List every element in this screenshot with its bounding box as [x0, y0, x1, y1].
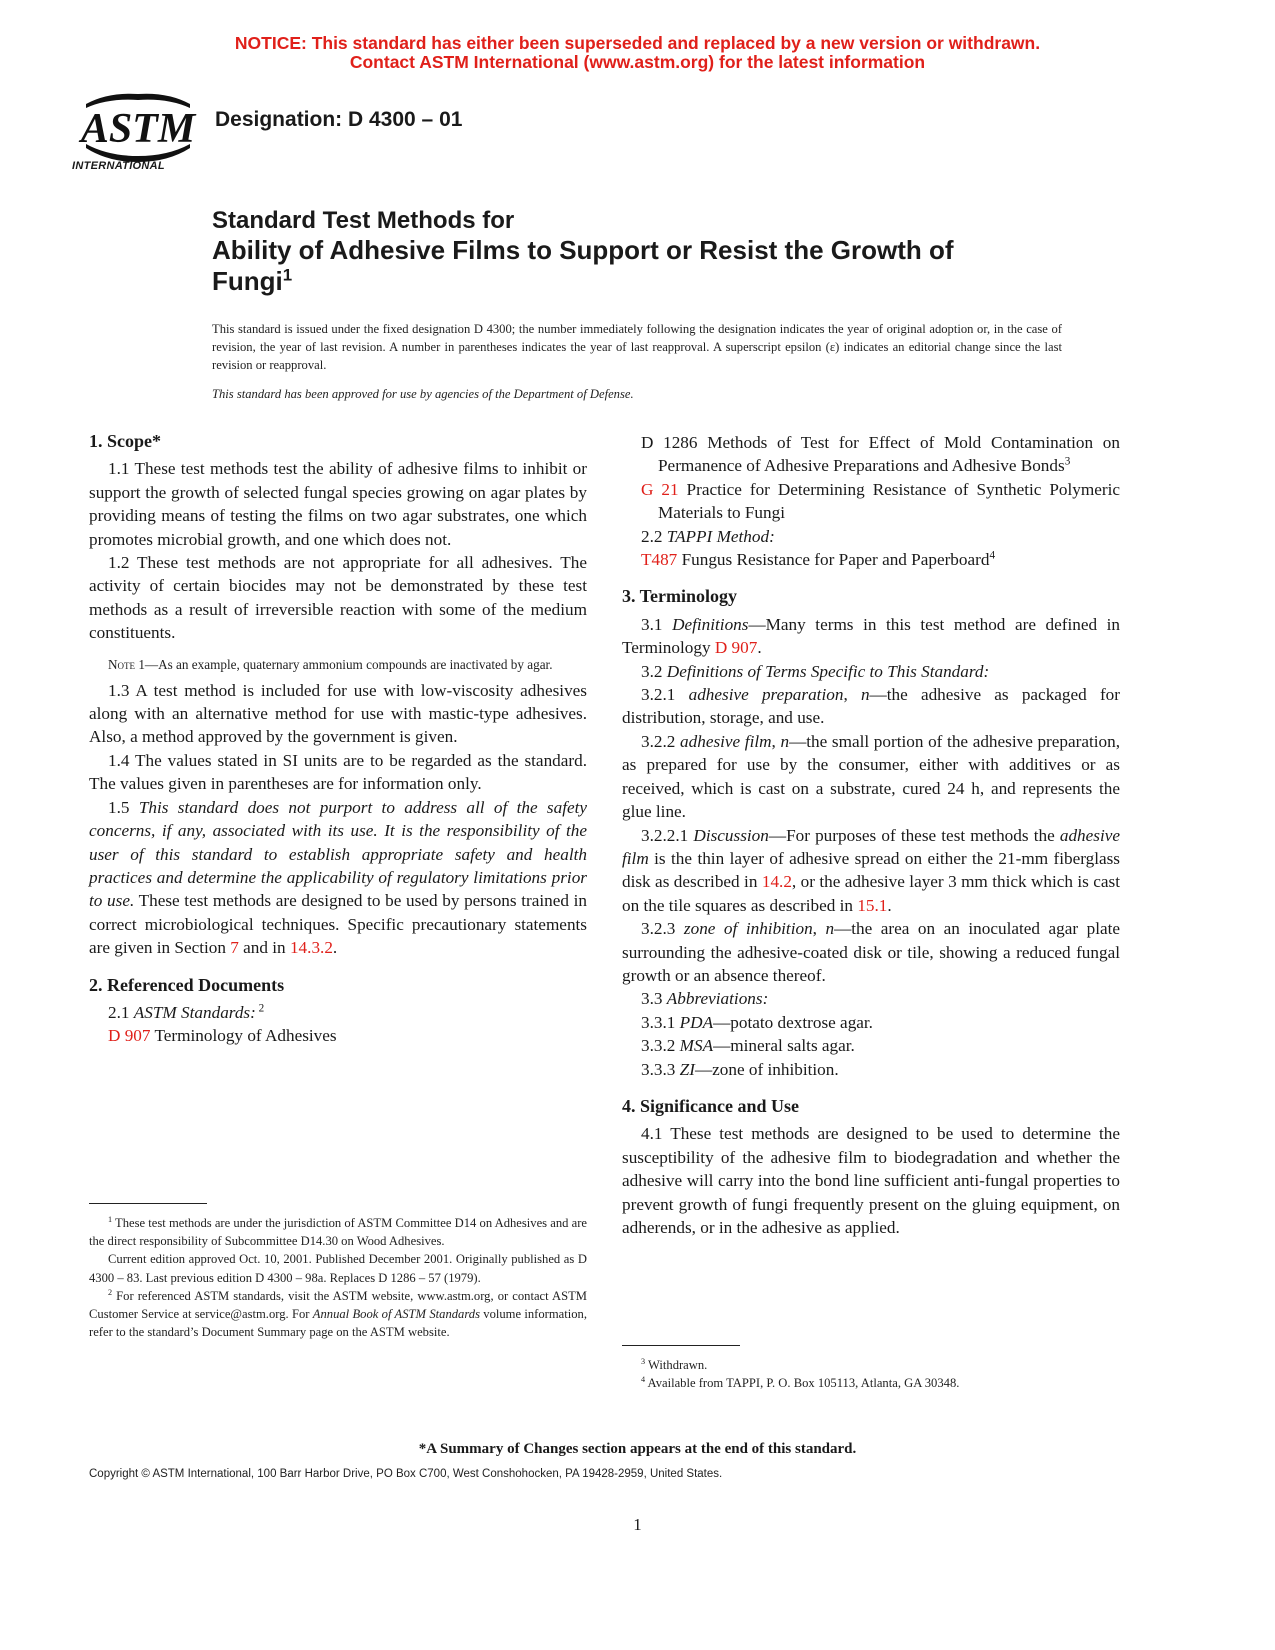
- notice-line-2: Contact ASTM International (www.astm.org) for the latest information: [349, 52, 926, 72]
- title-line-3: Fungi$^1$: [212, 265, 293, 296]
- link-t487[interactable]: T487: [641, 550, 678, 570]
- left-column: [89, 430, 587, 1048]
- footnote-4: $^4$ Available from TAPPI, P. O. Box 105113, Atlanta, GA 30348.: [641, 1375, 960, 1391]
- issue-statement: This standard is issued under the fixed designation D 4300; the number immediately following the designation indicates the year of original adoption or, in the case of revision, the year of last revision. A number in parentheses indicates the year of last reapproval. A superscript epsilon (ε) indicates an editorial change since the last revision or reapproval.: [212, 322, 1062, 372]
- ref-g21: G 21 Practice for Determining Resistance of Synthetic Polymeric Materials to Fungi: [641, 479, 1120, 523]
- page-number: 1: [633, 1515, 642, 1534]
- ref-t487: T487 Fungus Resistance for Paper and Paperboard$^4$: [641, 549, 996, 570]
- para-1-4: 1.4 The values stated in SI units are to be regarded as the standard. The values given in parentheses are for information only.: [89, 750, 587, 794]
- designation: Designation: D 4300 – 01: [215, 108, 463, 131]
- footnote-1: $^1$ These test methods are under the jurisdiction of ASTM Committee D14 on Adhesives and are the direct responsibility of Subcommittee D14.30 on Wood Adhesives.: [89, 1214, 587, 1249]
- para-1-5: 1.5 This standard does not purport to address all of the safety concerns, if any, associated with its use. It is the responsibility of the user of this standard to establish appropriate safety and health practices and determine the applicability of regulatory limitations prior to use. These test methods are designed to be used by persons trained in correct microbiological techniques. Specific precautionary statements are given in Section 7 and in 14.3.2.: [89, 797, 587, 958]
- section-3-heading: 3. Terminology: [622, 586, 738, 607]
- para-3-2-1: 3.2.1 adhesive preparation, n—the adhesive as packaged for distribution, storage, and use.: [622, 685, 1120, 728]
- svg-text:ASTM: ASTM: [80, 106, 196, 152]
- section-2-heading: 2. Referenced Documents: [89, 974, 285, 995]
- astm-logo: [72, 86, 198, 180]
- section-4-heading: 4. Significance and Use: [622, 1095, 800, 1116]
- approval-statement: This standard has been approved for use by agencies of the Department of Defense.: [212, 387, 634, 401]
- logo-text: INTERNATIONAL: [72, 160, 165, 172]
- para-3-3-2: 3.3.2 MSA—mineral salts agar.: [641, 1036, 855, 1056]
- notice-line-1: NOTICE: This standard has either been superseded and replaced by a new version or withdrawn.: [234, 33, 1041, 53]
- copyright: Copyright © ASTM International, 100 Barr Harbor Drive, PO Box C700, West Conshohocken, PA 19428-2959, United States.: [89, 1468, 723, 1480]
- section-1-heading: 1. Scope*: [89, 431, 161, 451]
- para-1-3: 1.3 A test method is included for use with low-viscosity adhesives along with an alternative method for use with mastic-type adhesives. Also, a method approved by the government is given.: [89, 680, 587, 747]
- link-g21[interactable]: G 21: [641, 479, 679, 499]
- para-1-2: 1.2 These test methods are not appropriate for all adhesives. The activity of certain biocides may not be demonstrated by these test methods as a result of irreversible reaction with some of the medium constituents.: [89, 553, 587, 643]
- title-footnote-mark: 1: [282, 265, 293, 285]
- right-column: [622, 431, 1120, 1239]
- footnotes-left: [89, 1214, 587, 1341]
- footnotes-right: [622, 1356, 1120, 1392]
- footnote-rule-left: [89, 1203, 207, 1204]
- ref-d907: D 907 Terminology of Adhesives: [108, 1026, 337, 1046]
- para-3-3: 3.3 Abbreviations:: [641, 989, 769, 1009]
- link-14-2[interactable]: 14.2: [761, 872, 792, 892]
- footnote-2: $^2$ For referenced ASTM standards, visit the ASTM website, www.astm.org, or contact ASTM Customer Service at service@astm.org. For Annual Book of ASTM Standards volume information, refer to the standard’s Document Summary page on the ASTM website.: [89, 1287, 587, 1340]
- link-15-1[interactable]: 15.1: [857, 895, 888, 915]
- para-2-2: 2.2 TAPPI Method:: [641, 526, 775, 546]
- link-d907[interactable]: D 907: [108, 1026, 151, 1046]
- link-14-3-2[interactable]: 14.3.2: [289, 938, 333, 958]
- para-3-3-3: 3.3.3 ZI—zone of inhibition.: [641, 1059, 839, 1079]
- para-3-2: 3.2 Definitions of Terms Specific to This Standard:: [641, 661, 990, 681]
- para-3-2-2-1: 3.2.2.1 Discussion—For purposes of these test methods the adhesive film is the thin layer of adhesive spread on either the 21-mm fiberglass disk as described in 14.2, or the adhesive layer 3 mm thick which is cast on the tile squares as described in 15.1.: [622, 825, 1120, 915]
- para-3-1: 3.1 Definitions—Many terms in this test method are defined in Terminology D 907.: [622, 614, 1121, 658]
- para-1-1: 1.1 These test methods test the ability of adhesive films to inhibit or support the growth of selected fungal species growing on agar plates by providing means of testing the films on two agar substrates, one which promotes microbial growth, and one which does not.: [89, 459, 587, 549]
- para-4-1: 4.1 These test methods are designed to be used to determine the susceptibility of the adhesive film to biodegradation and whether the adhesive will carry into the bond line sufficient anti-fungal properties to prevent growth of fungi frequently present on the gluing equipment, on adherends, or in the adhesive as applied.: [622, 1124, 1120, 1237]
- para-3-2-2: 3.2.2 adhesive film, n—the small portion of the adhesive preparation, as prepared for use by the consumer, either with additives or as received, which is cast on a substrate, cured 24 h, and represents the glue line.: [622, 731, 1121, 822]
- title-line-1: Standard Test Methods for: [212, 207, 515, 234]
- link-d907-terminology[interactable]: D 907: [714, 638, 758, 658]
- para-3-3-1: 3.3.1 PDA—potato dextrose agar.: [641, 1012, 873, 1032]
- para-2-1: 2.1 ASTM Standards: $^2$: [108, 1002, 265, 1022]
- footnote-3: $^3$ Withdrawn.: [641, 1356, 708, 1372]
- footnote-1-edition: Current edition approved Oct. 10, 2001. Published December 2001. Originally published as D 4300 – 83. Last previous edition D 4300 – 98a. Replaces D 1286 – 57 (1979).: [89, 1252, 587, 1285]
- summary-of-changes-note: *A Summary of Changes section appears at the end of this standard.: [418, 1441, 857, 1457]
- ref-d1286: D 1286 Methods of Test for Effect of Mold Contamination on Permanence of Adhesive Preparations and Adhesive Bonds$^3$: [641, 433, 1120, 476]
- para-3-2-3: 3.2.3 zone of inhibition, n—the area on an inoculated agar plate surrounding the adhesive-coated disk or tile, showing a reduced fungal growth or an absence thereof.: [622, 919, 1121, 985]
- title-line-2: Ability of Adhesive Films to Support or Resist the Growth of: [212, 235, 954, 265]
- footnote-rule-right: [622, 1345, 740, 1346]
- link-section-7[interactable]: 7: [230, 938, 239, 958]
- note-1: Note 1—As an example, quaternary ammonium compounds are inactivated by agar.: [108, 656, 553, 672]
